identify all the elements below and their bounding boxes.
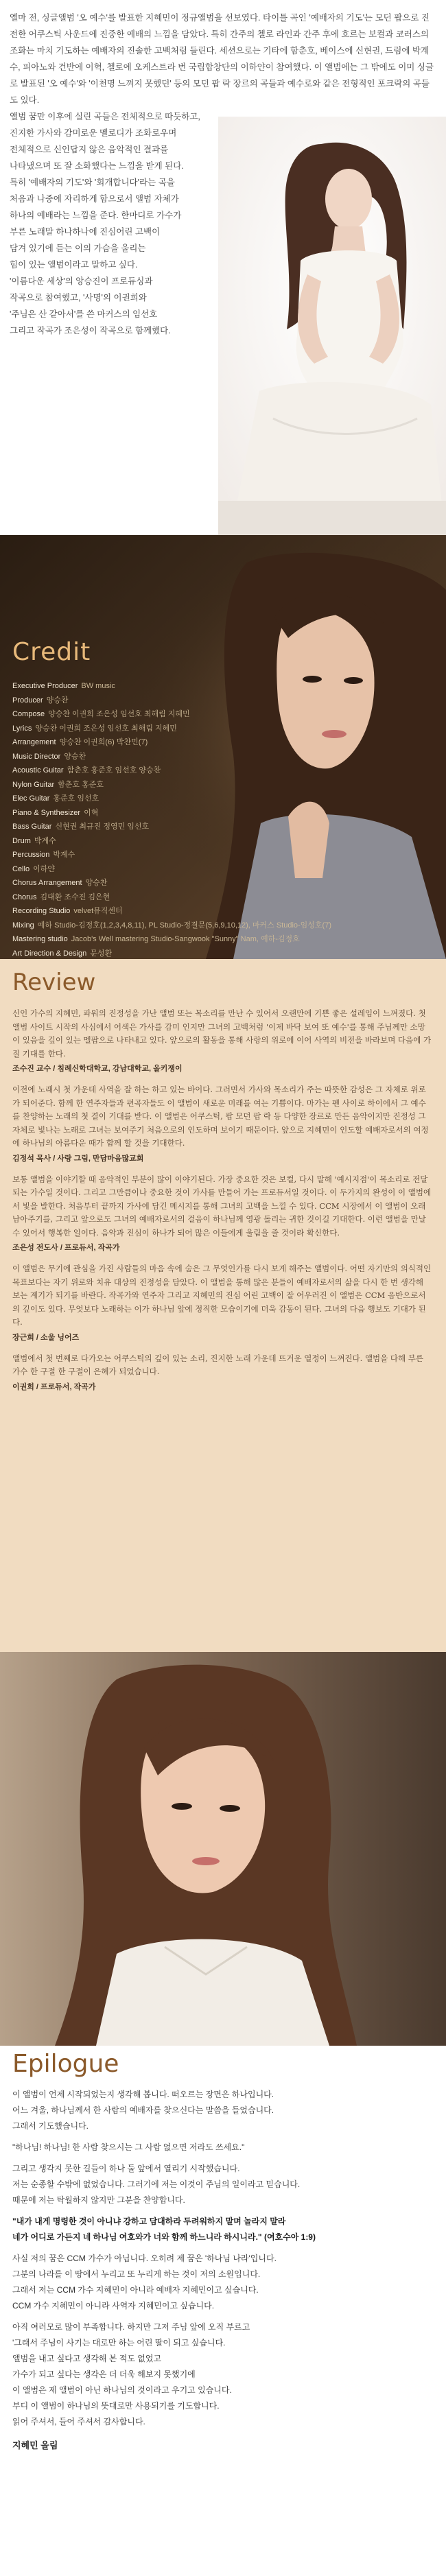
credit-role: Chorus Arrangement: [12, 879, 82, 887]
credit-row: [12, 932, 300, 947]
signature: 지혜민 올림: [12, 2440, 58, 2450]
credit-name: 예하 Studio-김정호(1,2,3,4,8,11), PL Studio-정결문(5,6,9,10,12), 마커스 Studio-임성호(7): [37, 921, 331, 930]
credit-role: Lyrics: [12, 724, 32, 733]
credit-row: [12, 820, 239, 834]
review-text: 앨범에서 첫 번째로 다가오는 어쿠스틱의 깊이 있는 소리, 진지한 노래 가운데 뜨거운 열정이 느껴진다. 앨범을 다해 부른 가수 한 구절 한 구절이 은혜가 되었습니다.: [12, 1353, 426, 1376]
credit-name: 양승찬 이권희(6) 박찬민(7): [59, 738, 148, 746]
review-block: [12, 1007, 432, 1074]
credit-role: Acoustic Guitar: [12, 766, 64, 775]
epilogue-paragraph: "하나님! 하나님! 한 사람 찾으시는 그 사람 없으면 저라도 쓰세요.": [12, 2142, 245, 2152]
review-block: [12, 1173, 432, 1253]
credit-row: [12, 848, 239, 862]
epilogue-paragraph: 그리고 생각지 못한 길들이 하나 둘 앞에서 열리기 시작했습니다. 저는 순종할 수밖에 없었습니다. 그러기에 저는 이것이 주님의 일이라고 믿습니다. 때문에 저는 탁월하지 않지만 그분을 찬양합니다.: [12, 2164, 301, 2205]
epilogue-section: [0, 2046, 446, 2576]
credit-section: [0, 535, 446, 959]
credit-name: 신현권 최규진 정영민 임선호: [55, 823, 150, 831]
epilogue-body: [12, 2087, 434, 2451]
review-text: 보통 앨범을 이야기할 때 음악적인 부분이 많이 이야기된다. 가장 중요한 것은 보컬, 다시 말해 '예시지점'이 목소리로 전달되는 가수일 것이다. 그리고 그만큼이나 중요한 것이 가사를 만들어 가는 프로듀서일 것이다. 이 두가지의 완성이 이 앨범에서 빛을 발한다. 처음부터 끝까지 가사에 담긴 메시지를 통해 그녀의 고백을 느낄 수 있다. CCM 시장에서 이 앨범이 오래 남아주기를, 그리고 앞으로도 그녀의 예배자로서의 걸음이 하나님께 영광 돌리는 귀한 것이길 기대한다. 이런 앨범을 만날 수 있어서 행복한 일이다. 음악과 진심이 하나가 되어 많은 이들에게 울림을 줄 것이라 확신한다.: [12, 1174, 432, 1238]
bible-quote: "내가 내게 명령한 것이 아니냐 강하고 담대하라 두려워하지 말며 놀라지 말라 네가 어디로 가든지 네 하나님 여호와가 너와 함께 하느니라 하시니라." (여호수아 1:9): [12, 2217, 316, 2242]
credit-role: Drum: [12, 836, 31, 845]
review-text: 이 앨범은 무기에 관심을 가진 사람들의 마음 속에 숨은 그 무엇인가를 다시 보게 해주는 앨범이다. 어떤 자기만의 의식적인 목표보다는 자기 위로와 치유 대상의 진정성을 담았다. 이 앨범을 통해 많은 분들이 예배자로서의 삶을 다시 한 번 생각해 보는 계기가 되기를 바란다. 작곡가와 연주자 그리고 지혜민의 진심 어린 고백이 잘 어우러진 이 앨범은 CCM 음반으로서의 깊이도 있다. 무엇보다 노래하는 이가 하나님 앞에 정직한 모습이기에 더욱 감동이 된다. 그녀의 다음 행보도 기대가 된다.: [12, 1264, 434, 1327]
review-author: 조은성 전도사 / 프로듀서, 작곡가: [12, 1244, 120, 1252]
credit-role: Mixing: [12, 921, 34, 930]
credit-name: 문성환: [90, 949, 113, 958]
review-block: [12, 1352, 432, 1392]
intro-description: 엘마 전, 싱글앨범 '오 예수'를 발표한 지혜민이 정규앨범을 선보였다. 타이틀 곡인 '예배자의 기도'는 모던 팝으로 진전한 어쿠스틱 사운드에 진중한 예배의 느낌을 담았다. 특히 간주의 첼로 라인과 간주 후에 흐르는 보컬과 코러스의 조화는 마치 기도하는 예배자의 진솔한 고백처럼 들린다. 세션으로는 기타에 함춘호, 베이스에 신현권, 드럼에 박계수, 피아노와 건반에 이혁, 첼로에 오케스트라 번 국립합창단의 이하얀이 참여했다. 이 앨범에는 그 밖에도 이미 싱글로 발표된 '오 예수'와 '이천명 느껴지 못했던' 등의 모던 팝 락 장르의 곡들과 예수로와 같은 전형적인 포크락의 곡들도 있다. 앨범 꿈만 이후에 실린 곡들은 전체적으로 따듯하고, 진지한 가사와 감미로운 멜로디가 조화로우며 전체적으로 신인답지 않은 음악적인 결과를 나타냈으며 또 잘 소화했다는 느낌을 받게 된다. 특히 '예배자의 기도'와 '회개합니다'라는 곡을 처음과 나중에 자리하게 함으로서 앨범 자체가 하나의 예배라는 느낌을 준다. 한마디로 가수가 부른 노래말 하나하나에 진심어린 고백이 담겨 있기에 듣는 이의 가슴을 울리는 힘이 있는 앨범이라고 말하고 싶다. '이름다운 세상'의 앙승진이 프로듀싱과 작곡으로 참여했고, '사명'의 이권희와 '주님은 산 같아서'를 쓴 마커스의 임선호 그리고 작곡가 조은성이 작곡으로 함께했다.: [10, 13, 434, 335]
credit-name: velvet뮤직센터: [73, 907, 123, 915]
credit-row: [12, 806, 239, 820]
credit-row: [12, 722, 239, 736]
review-text: 이전에 노래시 첫 가운데 사역을 잘 하는 하고 있는 바이다. 그러면서 가사와 목소리가 주는 따뜻한 감성은 그 자체로 위로가 되어준다. 함께 한 연주자들과 편곡자들도 이 앨범이 새로운 미래를 여는 기쁨이다. 마가는 펜 사이로 하이에서 그 예수를 찬양하는 노래의 첫 결이 기대를 받다. 이 앨범은 어쿠스틱, 팝 모던 팝 락 등 다양한 장르로 만든 음악이지만 진정성 그 자체로 빛나는 노래로 그녀는 보여주기 처음으로의 인도하며 보이기 때문이다. 앞으로 지혜민이 인도할 예배자로서의 여정에 하나님의 아름다운 때가 함께 할 것을 기대한다.: [12, 1085, 429, 1148]
credit-name: 김대환 조수진 김은현: [40, 893, 110, 901]
credit-name: 양승찬: [64, 752, 86, 761]
review-section: [0, 959, 446, 1652]
review-author: 장근희 / 소울 닝어즈: [12, 1333, 80, 1342]
credit-name: 양승찬: [46, 696, 69, 705]
credit-row: [12, 679, 239, 694]
credit-role: Bass Guitar: [12, 823, 52, 831]
credit-name: 양승찬: [85, 879, 108, 887]
credit-row: [12, 876, 239, 890]
credit-name: BW music: [81, 682, 115, 690]
credit-name: 양승찬 이권희 조은성 임선호 최해림 지혜민: [35, 724, 177, 733]
credit-name: Jacob's Well mastering Studio-Sangwook "Sunny" Nam, 예하-김정호: [71, 935, 300, 943]
credit-row: [12, 947, 239, 960]
review-block: [12, 1083, 432, 1163]
credit-role: Arrangement: [12, 738, 56, 746]
singer-photo-portrait: [0, 1652, 446, 2046]
credit-role: Compose: [12, 710, 45, 718]
epilogue-title: Epilogue: [12, 2050, 119, 2078]
review-author: 이권희 / 프로듀서, 작곡가: [12, 1382, 96, 1391]
credit-list: [12, 679, 331, 959]
credit-row: [12, 792, 239, 806]
credit-name: 함춘호 홍준호: [58, 780, 104, 789]
credit-name: 박계수: [53, 851, 75, 859]
epilogue-paragraph: 사실 저의 꿈은 CCM 가수가 아닙니다. 오히려 제 꿈은 '하나님 나라'입니다. 그분의 나라를 이 땅에서 누리고 또 누리게 하는 것이 저의 소원입니다. 그래서 저는 CCM 가수 지혜민이 아니라 예배자 지혜민이고 싶습니다. CCM 가수 지혜민이 아니라 사역자 지혜민이고 싶습니다.: [12, 2254, 277, 2311]
credit-role: Producer: [12, 696, 43, 705]
credit-role: Percussion: [12, 851, 50, 859]
credit-row: [12, 694, 239, 708]
credit-title: Credit: [12, 638, 91, 666]
credit-row: [12, 707, 239, 722]
review-list: [12, 1007, 432, 1402]
credit-row: [12, 890, 239, 905]
credit-row: [12, 778, 239, 792]
credit-row: [12, 735, 239, 750]
credit-role: Chorus: [12, 893, 37, 901]
review-block: [12, 1262, 432, 1343]
intro-section: [0, 0, 446, 535]
credit-row: [12, 834, 239, 849]
credit-role: Elec Guitar: [12, 794, 50, 803]
credit-row: [12, 862, 239, 877]
review-title: Review: [12, 969, 96, 996]
epilogue-paragraph: 아직 여러모로 많이 부족합니다. 하지만 그저 주님 앞에 오직 부르고 '그래서 주님이 사기는 대로만 하는 어린 딸이 되고 싶습니다. 앨범을 내고 싶다고 생각해 본 적도 없었고 가수가 되고 싶다는 생각은 더 더욱 해보지 못했기에 이 앨범은 제 앨범이 아닌 하나님의 것이라고 우기고 있습니다. 부디 이 앨범이 하나님의 뜻대로만 사용되기를 기도합니다. 읽어 주셔서, 들어 주셔서 감사합니다.: [12, 2322, 250, 2426]
credit-name: 이하얀: [33, 864, 55, 873]
credit-row: [12, 919, 331, 933]
credit-row: [12, 904, 239, 919]
credit-role: Art Direction & Design: [12, 949, 87, 958]
credit-name: 이혁: [84, 808, 99, 817]
credit-name: 양승찬 이권희 조은성 임선호 최해림 지혜민: [48, 710, 190, 718]
credit-role: Piano & Synthesizer: [12, 808, 81, 817]
credit-name: 홍준호 임선호: [53, 794, 99, 803]
credit-name: 박계수: [34, 836, 56, 845]
credit-role: Recording Studio: [12, 907, 71, 915]
credit-role: Cello: [12, 864, 30, 873]
review-author: 김정석 목사 / 사랑 그림, 만담마음많교회: [12, 1154, 144, 1163]
credit-role: Executive Producer: [12, 682, 78, 690]
credit-role: Mastering studio: [12, 935, 68, 943]
credit-row: [12, 750, 239, 764]
epilogue-paragraph: 이 앨범이 언제 시작되었는지 생각해 봅니다. 떠오르는 장면은 하나입니다. 어느 겨울, 하나님께서 한 사람의 예배자를 찾으신다는 말씀을 들었습니다. 그래서 기도했습니다.: [12, 2090, 274, 2131]
credit-row: [12, 764, 239, 778]
review-author: 조수진 교수 / 침례신학대학교, 강남대학교, 올키쟁이: [12, 1065, 183, 1073]
credit-name: 함춘호 홍준호 임선호 양승찬: [67, 766, 161, 775]
credit-role: Music Director: [12, 752, 61, 761]
review-text: 신인 가수의 지혜민, 파워의 진정성을 가난 앨범 또는 목소리를 만난 수 있어서 오랜만에 기쁜 좋은 설레임이 느껴졌다. 첫 앨범 사이트 시작의 사심에서 어색은 가사를 감미 인지만 그녀의 고백처럼 '이제 바닥 보여 또 예수'를 통해 주님께만 소망이 있음을 깊이 있는 멜팝으로 나타내고 있다. 앞으로의 활동을 통해 사랑의 위로에 이어 사역의 비전을 바라보며 다음에 가질 기대를 한다.: [12, 1008, 432, 1059]
credit-role: Nylon Guitar: [12, 780, 55, 789]
